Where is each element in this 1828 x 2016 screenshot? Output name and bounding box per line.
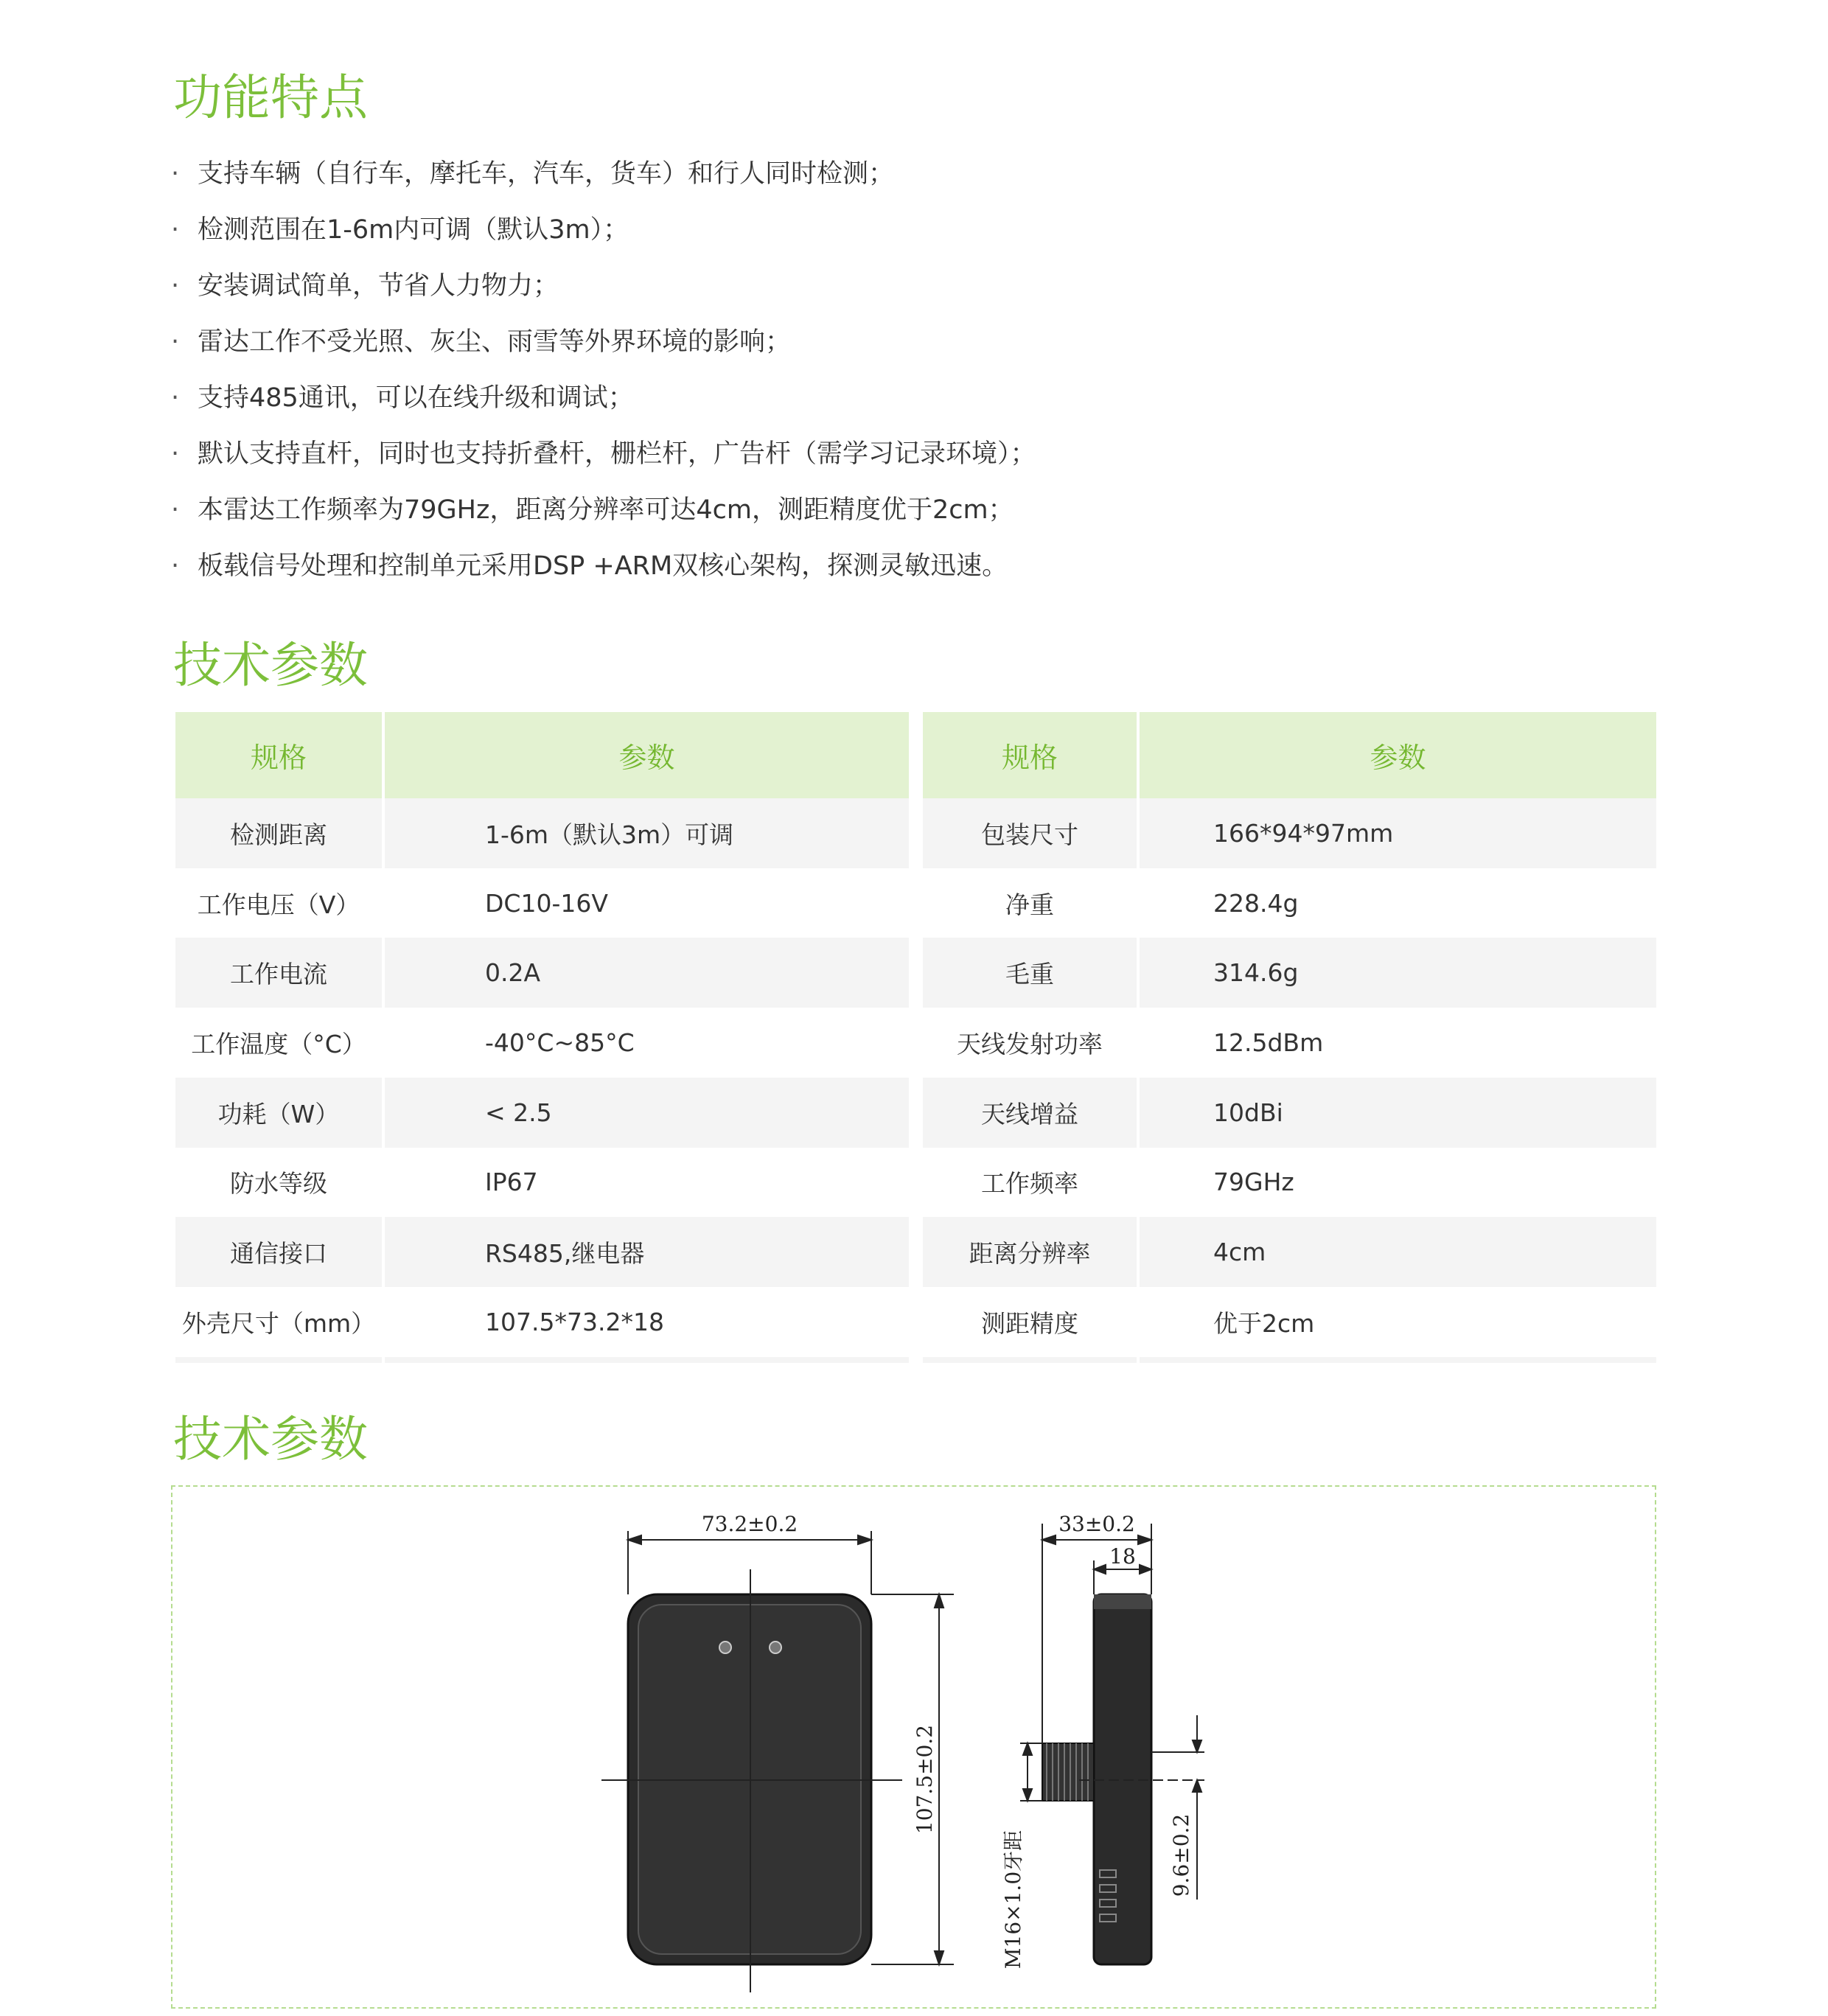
- spec-name-cell: 天线增益: [923, 1078, 1140, 1148]
- feature-item: [171, 426, 1036, 482]
- table-row: [923, 1217, 1656, 1287]
- feature-text: 板载信号处理和控制单元采用DSP +ARM双核心架构，探测灵敏迅速。: [198, 551, 1008, 581]
- table-row: [175, 1287, 909, 1357]
- drawing-title: 技术参数: [173, 1411, 368, 1468]
- spec-value-cell: 优于2cm: [1140, 1287, 1656, 1357]
- spec-value-cell: 1-6m（默认3m）可调: [385, 798, 909, 868]
- header-param: 参数: [385, 712, 909, 798]
- spec-value-cell: 107.5*73.2*18: [385, 1287, 909, 1357]
- table-row: [923, 1008, 1656, 1078]
- spec-table-right: [923, 712, 1656, 1363]
- dim-depth-label: 33±0.2: [1058, 1512, 1135, 1536]
- bullet-icon: ·: [171, 439, 180, 469]
- spec-name-cell: 功耗（W）: [175, 1078, 385, 1148]
- side-view: [1020, 1524, 1204, 1964]
- header-param: 参数: [1140, 712, 1656, 798]
- feature-text: 雷达工作不受光照、灰尘、雨雪等外界环境的影响；: [198, 327, 792, 357]
- features-list: [171, 146, 1036, 594]
- feature-text: 默认支持直杆，同时也支持折叠杆，栅栏杆，广告杆（需学习记录环境）；: [198, 439, 1036, 469]
- spec-name-cell: 通信接口: [175, 1217, 385, 1287]
- table-row: [923, 798, 1656, 868]
- spec-name-cell: 毛重: [923, 938, 1140, 1008]
- table-row: [175, 1217, 909, 1287]
- spec-value-cell: 0.2A: [385, 938, 909, 1008]
- spec-name-cell: 净重: [923, 868, 1140, 938]
- spec-value-cell: 4cm: [1140, 1217, 1656, 1287]
- led-hole-icon: [770, 1642, 781, 1653]
- spec-value-cell: 10dBi: [1140, 1078, 1656, 1148]
- spec-value-cell: RS485,继电器: [385, 1217, 909, 1287]
- bullet-icon: ·: [171, 159, 180, 189]
- led-hole-icon: [719, 1642, 731, 1653]
- bullet-icon: ·: [171, 551, 180, 581]
- spec-value-cell: 228.4g: [1140, 868, 1656, 938]
- dimension-drawing: [172, 1487, 1658, 2010]
- table-bottom-rule: [175, 1357, 909, 1363]
- spec-value-cell: -40°C~85°C: [385, 1008, 909, 1078]
- dim-offset-label: 9.6±0.2: [1169, 1813, 1193, 1897]
- spec-name-cell: 检测距离: [175, 798, 385, 868]
- bullet-icon: ·: [171, 271, 180, 301]
- spec-name-cell: 防水等级: [175, 1148, 385, 1218]
- table-row: [923, 1078, 1656, 1148]
- table-row: [175, 798, 909, 868]
- spec-name-cell: 工作电压（V）: [175, 868, 385, 938]
- feature-item: [171, 202, 1036, 258]
- spec-name-cell: 测距精度: [923, 1287, 1140, 1357]
- header-spec: 规格: [175, 712, 385, 798]
- feature-text: 检测范围在1-6m内可调（默认3m）；: [198, 215, 629, 245]
- table-row: [923, 938, 1656, 1008]
- header-spec: 规格: [923, 712, 1140, 798]
- feature-item: [171, 370, 1036, 426]
- dim-width-label: 73.2±0.2: [701, 1512, 798, 1536]
- dim-body-label: 18: [1109, 1544, 1136, 1569]
- spec-value-cell: 12.5dBm: [1140, 1008, 1656, 1078]
- front-view: [601, 1531, 954, 1992]
- feature-item: [171, 314, 1036, 370]
- feature-text: 本雷达工作频率为79GHz，距离分辨率可达4cm，测距精度优于2cm；: [198, 495, 1014, 525]
- feature-text: 安装调试简单，节省人力物力；: [198, 271, 559, 301]
- table-row: [175, 938, 909, 1008]
- table-row: [175, 1078, 909, 1148]
- spec-table-left: [175, 712, 909, 1363]
- spec-name-cell: 距离分辨率: [923, 1217, 1140, 1287]
- table-row: [175, 868, 909, 938]
- dim-height-label: 107.5±0.2: [913, 1724, 937, 1835]
- feature-text: 支持车辆（自行车，摩托车，汽车，货车）和行人同时检测；: [198, 159, 895, 189]
- bullet-icon: ·: [171, 327, 180, 357]
- spec-name-cell: 外壳尺寸（mm）: [175, 1287, 385, 1357]
- table-row: [175, 1148, 909, 1218]
- table-row: [923, 868, 1656, 938]
- features-title: 功能特点: [173, 69, 368, 126]
- spec-name-cell: 天线发射功率: [923, 1008, 1140, 1078]
- feature-item: [171, 146, 1036, 202]
- table-bottom-rule: [923, 1357, 1656, 1363]
- feature-item: [171, 258, 1036, 314]
- spec-value-cell: IP67: [385, 1148, 909, 1218]
- table-row: [175, 1008, 909, 1078]
- bullet-icon: ·: [171, 383, 180, 413]
- feature-item: [171, 482, 1036, 538]
- spec-name-cell: 工作电流: [175, 938, 385, 1008]
- table-row: [923, 1148, 1656, 1218]
- spec-value-cell: 166*94*97mm: [1140, 798, 1656, 868]
- thread-connector: [1042, 1743, 1094, 1801]
- bullet-icon: ·: [171, 215, 180, 245]
- spec-value-cell: < 2.5: [385, 1078, 909, 1148]
- dimension-drawing-frame: [171, 1485, 1656, 2009]
- specs-title: 技术参数: [173, 637, 368, 694]
- spec-name-cell: 包装尺寸: [923, 798, 1140, 868]
- feature-item: [171, 538, 1036, 594]
- spec-name-cell: 工作温度（°C）: [175, 1008, 385, 1078]
- spec-value-cell: 79GHz: [1140, 1148, 1656, 1218]
- dim-thread-label: M16×1.0牙距: [1001, 1830, 1025, 1970]
- spec-value-cell: DC10-16V: [385, 868, 909, 938]
- bullet-icon: ·: [171, 495, 180, 525]
- spec-name-cell: 工作频率: [923, 1148, 1140, 1218]
- spec-value-cell: 314.6g: [1140, 938, 1656, 1008]
- table-row: [923, 1287, 1656, 1357]
- feature-text: 支持485通讯，可以在线升级和调试；: [198, 383, 634, 413]
